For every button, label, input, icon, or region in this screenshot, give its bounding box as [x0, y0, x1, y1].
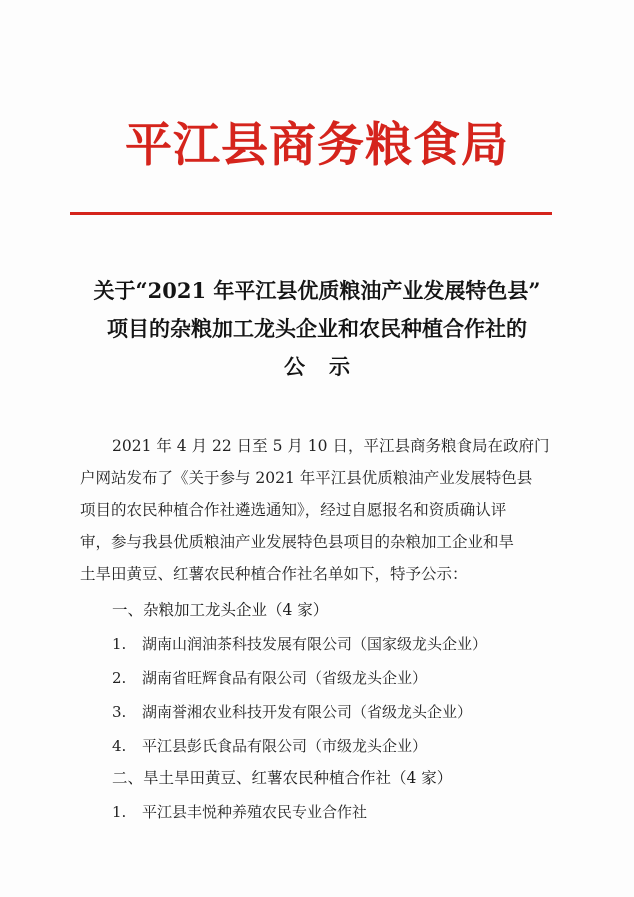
section-1-heading: 一、杂粮加工龙头企业（4 家）: [112, 601, 329, 619]
paragraph-line: 2021 年 4 月 22 日至 5 月 10 日，平江县商务粮食局在政府门: [112, 437, 550, 455]
paragraph-line: 土旱田黄豆、红薯农民种植合作社名单如下，特予公示：: [80, 565, 468, 583]
item-number: 1.: [112, 803, 127, 821]
paragraph-line: 户网站发布了《关于参与 2021 年平江县优质粮油产业发展特色县: [80, 469, 533, 487]
title-line-1: 关于“2021 年平江县优质粮油产业发展特色县”: [93, 278, 541, 303]
list-item: [112, 666, 427, 690]
item-number: 1.: [112, 635, 127, 653]
item-number: 2.: [112, 669, 127, 687]
document-title: [40, 272, 594, 386]
title-line-2: 项目的杂粮加工龙头企业和农民种植合作社的: [107, 316, 527, 341]
item-text: 平江县丰悦种养殖农民专业合作社: [142, 803, 368, 821]
title-line-3: 公示: [284, 354, 374, 379]
list-item: [112, 700, 472, 724]
item-number: 3.: [112, 703, 127, 721]
item-text: 湖南誉湘农业科技开发有限公司（省级龙头企业）: [142, 703, 473, 721]
item-text: 平江县彭氏食品有限公司（市级龙头企业）: [142, 737, 428, 755]
red-divider-line: [70, 212, 552, 215]
intro-paragraph: [80, 430, 560, 590]
item-number: 4.: [112, 737, 127, 755]
item-text: 湖南山润油茶科技发展有限公司（国家级龙头企业）: [142, 635, 488, 653]
item-text: 湖南省旺辉食品有限公司（省级龙头企业）: [142, 669, 428, 687]
section-2-heading: 二、旱土旱田黄豆、红薯农民种植合作社（4 家）: [112, 769, 453, 787]
list-item: [112, 632, 487, 656]
paragraph-line: 审，参与我县优质粮油产业发展特色县项目的杂粮加工企业和旱: [80, 533, 515, 551]
list-item: [112, 800, 367, 824]
paragraph-line: 项目的农民种植合作社遴选通知》，经过自愿报名和资质确认评: [80, 501, 507, 519]
agency-header-title: 平江县商务粮食局: [125, 118, 509, 173]
list-item: [112, 734, 427, 758]
